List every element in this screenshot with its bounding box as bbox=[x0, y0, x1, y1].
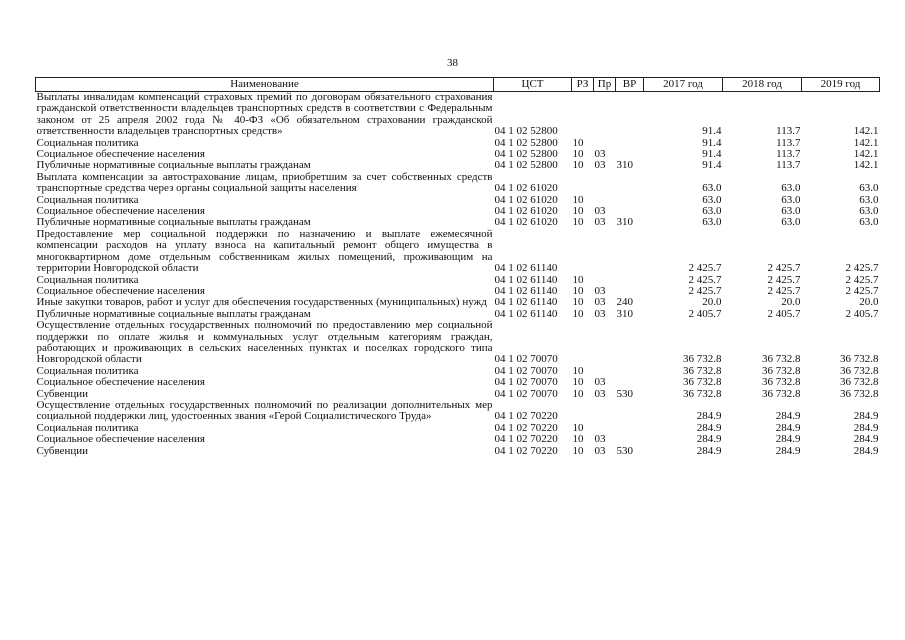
row-value-2017: 2 425.7 bbox=[688, 284, 722, 297]
row-value-2018: 36 732.8 bbox=[762, 376, 801, 389]
row-cst: 04 1 02 61140 bbox=[494, 307, 558, 320]
row-name: Социальная политика bbox=[36, 273, 139, 286]
row-rz: 10 bbox=[572, 376, 584, 389]
row-value-2018: 63.0 bbox=[781, 182, 801, 195]
row-value-2017: 63.0 bbox=[702, 193, 722, 206]
table-row bbox=[36, 434, 880, 445]
row-name: Публичные нормативные социальные выплаты гражданам bbox=[36, 307, 311, 320]
row-value-2019: 142.1 bbox=[853, 148, 879, 161]
row-name: Публичные нормативные социальные выплаты гражданам bbox=[36, 159, 311, 172]
row-pr bbox=[594, 400, 616, 423]
row-value-2018: 113.7 bbox=[776, 159, 801, 172]
row-pr: 03 bbox=[594, 433, 606, 446]
row-value-2019: 36 732.8 bbox=[840, 376, 879, 389]
row-cst: 04 1 02 61020 bbox=[494, 193, 558, 206]
row-cst: 04 1 02 52800 bbox=[494, 136, 558, 149]
row-value-2018: 36 732.8 bbox=[762, 364, 801, 377]
row-rz: 10 bbox=[572, 296, 584, 309]
row-value-2018: 284.9 bbox=[775, 410, 801, 423]
row-vr: 310 bbox=[616, 159, 633, 172]
row-value-2017: 284.9 bbox=[696, 433, 722, 446]
row-name: Социальное обеспечение населения bbox=[36, 433, 205, 446]
row-value-2019: 20.0 bbox=[859, 296, 879, 309]
table-row bbox=[36, 377, 880, 388]
row-rz: 10 bbox=[572, 364, 584, 377]
row-name: Осуществление отдельных государственных полномочий по реализации дополнительных мер социальной поддержки лиц, удостоенных звания «Герой Социалистического Труда» bbox=[36, 398, 493, 423]
header-vr: ВР bbox=[616, 78, 644, 92]
row-vr: 240 bbox=[616, 296, 633, 309]
row-pr bbox=[594, 320, 616, 366]
row-pr: 03 bbox=[594, 284, 606, 297]
row-cst: 04 1 02 61020 bbox=[494, 182, 558, 195]
row-rz bbox=[572, 229, 594, 275]
row-cst: 04 1 02 61140 bbox=[494, 262, 558, 275]
row-cst: 04 1 02 61140 bbox=[494, 284, 558, 297]
row-value-2019: 36 732.8 bbox=[840, 364, 879, 377]
table-body bbox=[36, 92, 880, 458]
row-value-2019: 142.1 bbox=[853, 125, 879, 138]
row-value-2018: 113.7 bbox=[776, 136, 801, 149]
row-rz: 10 bbox=[572, 216, 584, 229]
row-value-2018: 113.7 bbox=[776, 148, 801, 161]
row-rz: 10 bbox=[572, 387, 584, 400]
table-row bbox=[36, 297, 880, 308]
row-rz bbox=[572, 92, 594, 138]
row-cst: 04 1 02 70070 bbox=[494, 376, 558, 389]
row-value-2018: 63.0 bbox=[781, 216, 801, 229]
header-2019: 2019 год bbox=[802, 78, 880, 92]
row-vr: 310 bbox=[616, 216, 633, 229]
row-name: Субвенции bbox=[36, 387, 89, 400]
table-row bbox=[36, 92, 880, 138]
row-value-2017: 284.9 bbox=[696, 444, 722, 457]
row-pr: 03 bbox=[594, 159, 606, 172]
table-row bbox=[36, 229, 880, 275]
row-cst: 04 1 02 61140 bbox=[494, 273, 558, 286]
row-value-2017: 284.9 bbox=[696, 421, 722, 434]
row-pr: 03 bbox=[594, 205, 606, 218]
row-value-2017: 63.0 bbox=[702, 182, 722, 195]
header-name: Наименование bbox=[36, 78, 494, 92]
row-value-2017: 2 425.7 bbox=[688, 273, 722, 286]
row-value-2018: 36 732.8 bbox=[762, 353, 801, 366]
header-cst: ЦСТ bbox=[494, 78, 572, 92]
header-pr: Пр bbox=[594, 78, 616, 92]
row-name: Выплата компенсации за автострахование лицам, приобретшим за счет собственных средств транспортные средства через органы социальной защиты населения bbox=[36, 170, 493, 195]
row-value-2017: 36 732.8 bbox=[683, 353, 722, 366]
budget-table bbox=[35, 77, 880, 457]
row-rz: 10 bbox=[572, 273, 584, 286]
row-cst: 04 1 02 52800 bbox=[494, 159, 558, 172]
row-pr: 03 bbox=[594, 376, 606, 389]
row-value-2018: 284.9 bbox=[775, 421, 801, 434]
row-vr bbox=[616, 275, 644, 286]
row-name: Выплаты инвалидам компенсаций страховых премий по договорам обязательного страхования гражданской ответственности владельцев транспортных средств в соответствии с Федеральным законом от 25 апреля 2002 года № 40-ФЗ «Об обязательном страховании гражданской ответственности владельцев транспортных средств» bbox=[36, 91, 493, 138]
row-value-2019: 63.0 bbox=[859, 205, 879, 218]
row-rz bbox=[572, 320, 594, 366]
row-rz: 10 bbox=[572, 205, 584, 218]
row-vr bbox=[616, 138, 644, 149]
row-cst: 04 1 02 70220 bbox=[494, 410, 558, 423]
row-rz: 10 bbox=[572, 136, 584, 149]
row-pr: 03 bbox=[594, 387, 606, 400]
row-rz bbox=[572, 172, 594, 195]
row-name: Иные закупки товаров, работ и услуг для обеспечения государственных (муниципальных) нужд bbox=[36, 296, 487, 309]
row-value-2017: 36 732.8 bbox=[683, 364, 722, 377]
row-value-2019: 63.0 bbox=[859, 182, 879, 195]
row-rz: 10 bbox=[572, 148, 584, 161]
row-value-2018: 63.0 bbox=[781, 205, 801, 218]
row-cst: 04 1 02 70220 bbox=[494, 444, 558, 457]
row-value-2019: 284.9 bbox=[853, 433, 879, 446]
row-value-2019: 142.1 bbox=[853, 159, 879, 172]
row-rz: 10 bbox=[572, 193, 584, 206]
row-pr: 03 bbox=[594, 307, 606, 320]
row-value-2017: 20.0 bbox=[702, 296, 722, 309]
row-name: Социальная политика bbox=[36, 193, 139, 206]
row-rz: 10 bbox=[572, 433, 584, 446]
row-cst: 04 1 02 70070 bbox=[494, 353, 558, 366]
row-name: Социальное обеспечение населения bbox=[36, 376, 205, 389]
row-rz bbox=[572, 400, 594, 423]
row-value-2019: 284.9 bbox=[853, 421, 879, 434]
row-value-2017: 36 732.8 bbox=[683, 376, 722, 389]
row-value-2017: 91.4 bbox=[702, 148, 722, 161]
row-value-2017: 91.4 bbox=[702, 159, 722, 172]
row-pr bbox=[594, 172, 616, 195]
row-name: Социальное обеспечение населения bbox=[36, 205, 205, 218]
row-value-2018: 284.9 bbox=[775, 444, 801, 457]
row-cst: 04 1 02 61020 bbox=[494, 205, 558, 218]
table-row bbox=[36, 172, 880, 195]
row-value-2018: 2 425.7 bbox=[767, 262, 801, 275]
table-row bbox=[36, 320, 880, 366]
row-value-2018: 63.0 bbox=[781, 193, 801, 206]
header-rz: РЗ bbox=[572, 78, 594, 92]
row-value-2019: 284.9 bbox=[853, 444, 879, 457]
row-vr bbox=[616, 400, 644, 423]
table-header bbox=[36, 78, 880, 92]
page-number: 38 bbox=[447, 57, 458, 69]
row-vr bbox=[616, 366, 644, 377]
row-value-2019: 2 425.7 bbox=[845, 262, 879, 275]
row-cst: 04 1 02 70070 bbox=[494, 364, 558, 377]
row-rz: 10 bbox=[572, 307, 584, 320]
row-value-2017: 63.0 bbox=[702, 205, 722, 218]
row-rz: 10 bbox=[572, 284, 584, 297]
row-name: Социальное обеспечение населения bbox=[36, 284, 205, 297]
row-cst: 04 1 02 70220 bbox=[494, 421, 558, 434]
row-rz: 10 bbox=[572, 444, 584, 457]
row-value-2017: 2 405.7 bbox=[688, 307, 722, 320]
row-name: Осуществление отдельных государственных полномочий по предоставлению мер социальной поддержки по оплате жилья и коммунальных услуг отдельным категориям граждан, работающих и проживающих в сельских населенных пунктах и поселках городского типа Новгородской области bbox=[36, 319, 493, 366]
row-pr: 03 bbox=[594, 148, 606, 161]
table-row bbox=[36, 400, 880, 423]
row-name: Предоставление мер социальной поддержки по назначению и выплате ежемесячной компенсации расходов на уплату взноса на капитальный ремонт общего имущества в многоквартирном доме отдельным собственникам жилых помещений, проживающим на территории Новгородской области bbox=[36, 227, 493, 275]
row-value-2018: 284.9 bbox=[775, 433, 801, 446]
row-value-2019: 284.9 bbox=[853, 410, 879, 423]
row-cst: 04 1 02 70220 bbox=[494, 433, 558, 446]
row-value-2017: 91.4 bbox=[702, 125, 722, 138]
row-name: Социальная политика bbox=[36, 364, 139, 377]
row-vr bbox=[616, 320, 644, 366]
row-vr bbox=[616, 377, 644, 388]
row-vr bbox=[616, 434, 644, 445]
row-vr: 310 bbox=[616, 307, 633, 320]
row-vr bbox=[616, 92, 644, 138]
row-value-2018: 2 425.7 bbox=[767, 284, 801, 297]
row-pr: 03 bbox=[594, 444, 606, 457]
row-rz: 10 bbox=[572, 421, 584, 434]
row-cst: 04 1 02 70070 bbox=[494, 387, 558, 400]
table-row bbox=[36, 446, 880, 457]
row-rz: 10 bbox=[572, 159, 584, 172]
row-vr bbox=[616, 172, 644, 195]
row-cst: 04 1 02 61140 bbox=[494, 296, 558, 309]
row-value-2017: 63.0 bbox=[702, 216, 722, 229]
row-value-2017: 2 425.7 bbox=[688, 262, 722, 275]
row-cst: 04 1 02 52800 bbox=[494, 148, 558, 161]
row-vr: 530 bbox=[616, 444, 633, 457]
row-value-2019: 36 732.8 bbox=[840, 353, 879, 366]
row-cst: 04 1 02 61020 bbox=[494, 216, 558, 229]
row-value-2018: 113.7 bbox=[776, 125, 801, 138]
row-pr: 03 bbox=[594, 216, 606, 229]
row-vr bbox=[616, 229, 644, 275]
row-name: Субвенции bbox=[36, 444, 89, 457]
row-value-2019: 63.0 bbox=[859, 216, 879, 229]
row-value-2019: 36 732.8 bbox=[840, 387, 879, 400]
row-name: Социальная политика bbox=[36, 136, 139, 149]
row-value-2017: 91.4 bbox=[702, 136, 722, 149]
row-value-2019: 2 425.7 bbox=[845, 284, 879, 297]
row-pr bbox=[594, 92, 616, 138]
row-value-2018: 20.0 bbox=[781, 296, 801, 309]
row-value-2018: 2 405.7 bbox=[767, 307, 801, 320]
row-value-2018: 36 732.8 bbox=[762, 387, 801, 400]
row-vr bbox=[616, 423, 644, 434]
row-name: Социальная политика bbox=[36, 421, 139, 434]
row-vr: 530 bbox=[616, 387, 633, 400]
row-name: Публичные нормативные социальные выплаты гражданам bbox=[36, 216, 311, 229]
row-value-2019: 63.0 bbox=[859, 193, 879, 206]
row-name: Социальное обеспечение населения bbox=[36, 148, 205, 161]
row-pr bbox=[594, 229, 616, 275]
row-pr: 03 bbox=[594, 296, 606, 309]
row-value-2019: 2 425.7 bbox=[845, 273, 879, 286]
row-cst: 04 1 02 52800 bbox=[494, 125, 558, 138]
header-2017: 2017 год bbox=[644, 78, 723, 92]
row-value-2017: 36 732.8 bbox=[683, 387, 722, 400]
row-value-2017: 284.9 bbox=[696, 410, 722, 423]
row-vr bbox=[616, 195, 644, 206]
row-value-2019: 142.1 bbox=[853, 136, 879, 149]
row-value-2019: 2 405.7 bbox=[845, 307, 879, 320]
row-value-2018: 2 425.7 bbox=[767, 273, 801, 286]
header-2018: 2018 год bbox=[723, 78, 802, 92]
